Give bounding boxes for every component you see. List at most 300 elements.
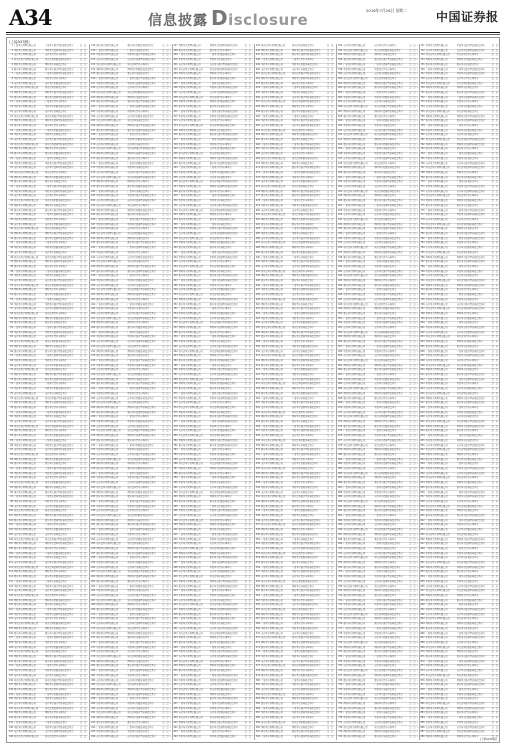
fund-company: 易方达基金管理有限公司 [261,100,286,104]
flag-a: 是 [80,217,83,221]
fund-company: 广发基金管理有限公司 [343,316,366,320]
fund-product: 南方基金货币市场基金 [374,326,397,329]
flag-a: 是 [244,100,247,104]
flag-a: 是 [409,105,412,109]
flag-a: 是 [80,509,83,513]
row-number: 95 [10,485,13,489]
flag-b: 是 [331,650,334,654]
row-number: 609 [338,119,343,123]
row-number: 261 [91,570,96,574]
flag-b: 是 [166,194,169,198]
row-number: 541 [255,495,260,499]
fund-company: 广发基金管理有限公司 [343,570,366,574]
row-number: 425 [173,645,178,649]
fund-company: 易方达基金管理有限公司 [96,598,121,602]
row-number: 79 [10,410,13,414]
flag-b: 是 [84,589,87,593]
row-number: 289 [91,702,96,705]
fund-product: 博时基金债券型证券投资基金 [374,250,403,254]
fund-product: 华夏基金证券投资基金 [209,58,232,62]
fund-company: 嘉实基金管理有限公司 [96,692,119,696]
fund-company: 华夏基金管理有限公司 [14,443,36,447]
row-number: 614 [338,142,343,146]
flag-a: 是 [244,246,247,250]
flag-a: 是 [244,260,247,264]
flag-b: 是 [84,147,87,151]
row-number: 580 [255,678,260,682]
row-number: 471 [255,166,260,170]
fund-product: 广发基金混合型证券投资基金 [209,391,239,395]
fund-company: 华夏基金管理有限公司 [96,279,119,282]
flag-b: 是 [84,138,87,141]
fund-company: 南方基金管理有限公司 [178,542,201,546]
row-number: 537 [255,476,260,480]
flag-a: 是 [80,476,83,480]
row-number: 404 [173,546,178,550]
fund-product: 易方达基证券投资基金 [45,227,67,231]
flag-a: 是 [244,485,247,489]
flag-b: 是 [84,720,87,724]
fund-product: 南方基金证券投资基金 [292,67,314,71]
fund-company: 广发基金管理有限公司 [96,133,119,137]
fund-product: 嘉实基金证券投资基金 [374,170,397,174]
flag-a: 是 [162,391,165,395]
row-number: 183 [91,203,96,207]
fund-company: 华夏基金管理有限公司 [14,499,36,503]
flag-a: 是 [327,481,330,485]
flag-b: 是 [413,100,416,104]
flag-a: 是 [327,438,330,442]
fund-company: 南方基金管理有限公司 [178,485,201,489]
flag-b: 是 [331,655,334,658]
flag-b: 是 [331,203,334,207]
row-number: 429 [173,664,178,668]
flag-b: 是 [248,664,251,668]
fund-company: 南方基金管理有限公司 [261,631,283,635]
flag-b: 是 [331,382,334,386]
flag-a: 是 [244,180,247,184]
fund-product: 南方基金证券投资基金 [374,523,397,527]
fund-product: 南方基金债券型证券投资基金 [292,123,321,127]
fund-product: 华夏基金指数证券投资基金 [374,236,401,240]
fund-product: 南方基金货币市场基金 [209,542,232,546]
row-number: 508 [255,340,260,344]
fund-product: 易方达基货币市场基金 [127,485,150,489]
fund-company: 易方达基金管理有限公司 [261,410,286,414]
row-number: 196 [91,264,96,268]
flag-a: 是 [162,255,165,259]
row-number: 669 [338,401,343,405]
flag-b: 是 [331,232,334,235]
fund-product: 华夏基金混合型证券投资基金 [209,86,239,90]
fund-company: 广发基金管理有限公司 [343,401,366,405]
row-number: 678 [338,443,343,447]
row-number: 86 [10,443,13,447]
row-number: 373 [173,401,178,405]
fund-company: 华夏基金管理有限公司 [178,734,201,738]
row-number: 350 [173,293,178,297]
flag-a: 是 [409,415,412,419]
flag-a: 是 [80,471,83,475]
row-number: 392 [173,490,178,494]
flag-b: 是 [413,344,416,348]
row-number: 626 [338,199,343,203]
flag-b: 是 [331,697,334,701]
fund-company: 南方基金管理有限公司 [343,354,366,358]
fund-product: 南方基金债券型证券投资基金 [292,687,321,691]
fund-product: 广发基金货币市场基金 [209,166,232,170]
fund-product: 嘉实基金指数证券投资基金 [45,716,72,720]
flag-a: 是 [80,95,83,99]
flag-b: 是 [84,476,87,480]
fund-product: 广发基金指数证券投资基金 [374,119,401,123]
fund-company: 博时基金管理有限公司 [96,123,119,127]
row-number: 698 [338,537,343,541]
row-number: 240 [91,471,96,475]
row-number: 688 [338,490,343,494]
fund-product: 华夏基金证券投资基金 [127,307,150,311]
row-number: 272 [91,622,96,626]
flag-b: 是 [84,401,87,405]
fund-product: 华夏基金指数证券投资基金 [292,485,319,489]
flag-a: 是 [244,279,247,282]
flag-a: 是 [162,236,165,240]
fund-company: 嘉实基金管理有限公司 [96,72,119,76]
fund-product: 嘉实基金证券投资基金 [292,138,314,141]
flag-a: 是 [327,405,330,409]
row-number: 360 [173,340,178,344]
fund-product: 广发基金混合型证券投资基金 [209,673,239,677]
flag-b: 是 [413,429,416,433]
flag-a: 是 [162,561,165,564]
section-title-cn: 信息披露 [148,13,208,29]
flag-a: 是 [244,208,247,212]
fund-company: 嘉实基金管理有限公司 [178,612,201,616]
fund-company: 博时基金管理有限公司 [343,391,366,395]
flag-b: 是 [413,288,416,292]
flag-a: 是 [80,274,83,278]
row-number: 694 [338,518,343,522]
flag-a: 是 [162,636,165,640]
fund-product: 博时基金货币市场基金 [127,603,150,607]
fund-product: 嘉实基金货币市场基金 [45,405,67,409]
flag-a: 是 [244,185,247,188]
fund-product: 嘉实基金货币市场基金 [209,48,232,52]
flag-b: 是 [413,114,416,118]
flag-a: 是 [80,208,83,212]
flag-a: 是 [80,490,83,494]
flag-b: 是 [331,363,334,367]
fund-company: 易方达基金管理有限公司 [343,274,368,278]
flag-a: 是 [80,349,83,353]
fund-company: 易方达基金管理有限公司 [178,659,203,663]
flag-b: 是 [413,316,416,320]
flag-a: 是 [327,109,330,113]
flag-b: 是 [248,326,251,329]
flag-a: 是 [409,575,412,579]
flag-b: 是 [84,645,87,649]
fund-product: 博时基金指数证券投资基金 [127,67,154,71]
fund-company: 南方基金管理有限公司 [96,593,119,597]
fund-company: 广发基金管理有限公司 [261,368,283,372]
fund-product: 广发基金货币市场基金 [127,415,150,419]
flag-b: 是 [84,232,87,235]
fund-product: 嘉实基金混合型证券投资基金 [45,349,74,353]
fund-product: 南方基金混合型证券投资基金 [127,170,156,174]
fund-company: 嘉实基金管理有限公司 [343,396,366,400]
fund-product: 嘉实基金混合型证券投资基金 [374,481,403,485]
flag-a: 是 [80,340,83,344]
fund-company: 华夏基金管理有限公司 [14,274,36,278]
flag-b: 是 [248,76,251,80]
fund-company: 广发基金管理有限公司 [261,706,283,710]
flag-a: 是 [244,490,247,494]
fund-product: 华夏基金债券型证券投资基金 [209,678,239,682]
fund-company: 华夏基金管理有限公司 [178,311,201,315]
flag-b: 是 [413,264,416,268]
fund-product: 南方基金货币市场基金 [45,53,67,57]
flag-b: 是 [413,274,416,278]
flag-a: 是 [244,514,247,517]
flag-b: 是 [166,551,169,555]
fund-product: 易方达基货币市场基金 [209,659,232,663]
row-number: 319 [173,147,178,151]
flag-b: 是 [166,504,169,508]
row-number: 416 [173,603,178,607]
row-number: 574 [255,650,260,654]
flag-b: 是 [248,241,251,245]
fund-company: 嘉实基金管理有限公司 [261,250,283,254]
flag-b: 是 [166,495,169,499]
flag-b: 是 [331,434,334,438]
flag-a: 是 [80,91,83,94]
fund-company: 博时基金管理有限公司 [261,697,283,701]
fund-company: 南方基金管理有限公司 [178,119,201,123]
row-number: 705 [338,570,343,574]
row-number: 139 [8,692,13,696]
flag-b: 是 [331,467,334,470]
fund-product: 南方基金混合型证券投资基金 [45,702,74,705]
fund-company: 南方基金管理有限公司 [96,86,119,90]
fund-product: 广发基金指数证券投资基金 [292,227,319,231]
flag-b: 是 [248,288,251,292]
flag-a: 是 [327,175,330,179]
fund-product: 广发基金混合型证券投资基金 [374,316,403,320]
flag-b: 是 [84,213,87,217]
fund-company: 博时基金管理有限公司 [178,100,201,104]
row-number: 331 [173,203,178,207]
row-number: 229 [91,420,96,423]
flag-a: 是 [327,673,330,677]
flag-a: 是 [80,556,83,560]
flag-a: 是 [327,396,330,400]
flag-b: 是 [248,467,251,470]
fund-product: 广发基金证券投资基金 [374,570,397,574]
row-number: 321 [173,156,178,160]
flag-a: 是 [327,217,330,221]
flag-b: 是 [248,138,251,141]
fund-product: 博时基金指数证券投资基金 [292,133,319,137]
fund-product: 广发基金证券投资基金 [45,438,67,442]
flag-b: 是 [248,166,251,170]
row-number: 409 [173,570,178,574]
fund-company: 广发基金管理有限公司 [343,288,366,292]
flag-b: 是 [84,485,87,489]
flag-b: 是 [166,603,169,607]
fund-company: 广发基金管理有限公司 [261,734,283,738]
fund-company: 博时基金管理有限公司 [261,133,283,137]
row-number: 556 [255,565,260,569]
flag-a: 是 [244,335,247,339]
fund-product: 易方达基指数证券投资基金 [45,481,72,485]
flag-a: 是 [162,617,165,621]
flag-b: 是 [84,264,87,268]
flag-a: 是 [162,730,165,734]
flag-b: 是 [248,443,251,447]
row-number: 511 [255,354,260,358]
fund-product: 广发基金货币市场基金 [292,481,314,485]
row-number: 312 [173,114,178,118]
fund-company: 嘉实基金管理有限公司 [178,302,201,306]
flag-a: 是 [327,100,330,104]
flag-b: 是 [413,185,416,188]
flag-a: 是 [244,434,247,438]
flag-a: 是 [409,152,412,156]
fund-company: 广发基金管理有限公司 [178,307,201,311]
row-number: 120 [8,603,13,607]
fund-product: 嘉实基金证券投资基金 [292,702,314,705]
fund-company: 易方达基金管理有限公司 [14,199,39,203]
flag-b: 是 [84,246,87,250]
row-number: 53 [10,288,13,292]
fund-company: 易方达基金管理有限公司 [96,62,121,66]
flag-a: 是 [409,58,412,62]
row-number: 203 [91,297,96,301]
fund-product: 广发基金混合型证券投资基金 [374,457,403,461]
flag-a: 是 [80,297,83,301]
fund-product: 博时基金证券投资基金 [374,476,397,480]
flag-a: 是 [80,241,83,245]
flag-b: 是 [331,499,334,503]
fund-product: 嘉实基金指数证券投资基金 [292,391,319,395]
flag-b: 是 [248,462,251,466]
fund-company: 博时基金管理有限公司 [343,335,366,339]
flag-a: 是 [244,443,247,447]
flag-b: 是 [166,424,169,428]
fund-product: 嘉实基金混合型证券投资基金 [45,631,74,635]
fund-company: 广发基金管理有限公司 [178,617,201,621]
fund-product: 易方达基证券投资基金 [374,358,397,362]
flag-b: 是 [248,730,251,734]
flag-b: 是 [166,363,169,367]
fund-product: 嘉实基金混合型证券投资基金 [374,199,403,203]
fund-product: 易方达基债券型证券投资基金 [374,274,403,278]
flag-b: 是 [331,152,334,156]
fund-company: 南方基金管理有限公司 [261,659,283,663]
fund-product: 南方基金混合型证券投资基金 [45,420,74,423]
flag-a: 是 [409,448,412,452]
fund-company: 南方基金管理有限公司 [96,650,119,654]
fund-product: 易方达基货币市场基金 [374,584,397,588]
fund-company: 易方达基金管理有限公司 [96,91,121,94]
row-number: 201 [91,288,96,292]
flag-a: 是 [409,499,412,503]
fund-company: 嘉实基金管理有限公司 [96,241,119,245]
flag-b: 是 [166,734,169,738]
fund-product: 华夏基金混合型证券投资基金 [209,227,239,231]
flag-a: 是 [162,462,165,466]
row-number: 173 [91,156,96,160]
fund-company: 嘉实基金管理有限公司 [14,377,36,381]
flag-b: 是 [248,640,251,644]
fund-company: 南方基金管理有限公司 [343,213,366,217]
fund-company: 广发基金管理有限公司 [96,161,119,165]
fund-product: 华夏基金债券型证券投资基金 [209,537,239,541]
fund-product: 南方基金货币市场基金 [292,716,314,720]
flag-b: 是 [331,429,334,433]
flag-a: 是 [244,133,247,137]
fund-company: 广发基金管理有限公司 [14,523,36,527]
fund-company: 易方达基金管理有限公司 [178,603,203,607]
row-number: 306 [173,86,178,90]
row-number: 144 [8,716,13,720]
fund-product: 博时基金证券投资基金 [374,53,397,57]
fund-product: 嘉实基金货币市场基金 [374,396,397,400]
flag-b: 是 [248,499,251,503]
flag-b: 是 [84,283,87,287]
flag-b: 是 [331,415,334,419]
row-number: 345 [173,269,178,273]
fund-company: 华夏基金管理有限公司 [261,514,283,517]
flag-a: 是 [80,307,83,311]
flag-a: 是 [327,91,330,94]
flag-b: 是 [166,344,169,348]
flag-b: 是 [166,664,169,668]
row-number: 170 [91,142,96,146]
row-number: 156 [91,76,96,80]
row-number: 127 [8,636,13,640]
fund-company: 南方基金管理有限公司 [14,702,36,705]
fund-company: 易方达基金管理有限公司 [96,288,121,292]
row-number: 445 [255,44,260,47]
flag-a: 是 [244,293,247,297]
fund-company: 南方基金管理有限公司 [261,490,283,494]
row-number: 292 [91,716,96,720]
flag-a: 是 [327,434,330,438]
row-number: 591 [255,730,260,734]
fund-company: 华夏基金管理有限公司 [343,67,366,71]
fund-product: 广发基金指数证券投资基金 [374,260,401,264]
flag-a: 是 [162,518,165,522]
fund-company: 易方达基金管理有限公司 [178,631,203,635]
fund-company: 广发基金管理有限公司 [343,203,366,207]
flag-a: 是 [409,250,412,254]
flag-a: 是 [327,678,330,682]
flag-b: 是 [84,612,87,616]
fund-company: 南方基金管理有限公司 [14,222,36,226]
fund-product: 广发基金混合型证券投资基金 [209,250,239,254]
flag-a: 是 [244,264,247,268]
flag-b: 是 [84,152,87,156]
fund-company: 南方基金管理有限公司 [343,579,366,583]
row-number: 6 [11,67,13,71]
row-number: 518 [255,387,260,391]
fund-product: 广发基金指数证券投资基金 [209,194,236,198]
fund-company: 易方达基金管理有限公司 [178,349,203,353]
fund-company: 华夏基金管理有限公司 [14,725,36,729]
flag-a: 是 [162,368,165,372]
fund-company: 嘉实基金管理有限公司 [343,170,366,174]
